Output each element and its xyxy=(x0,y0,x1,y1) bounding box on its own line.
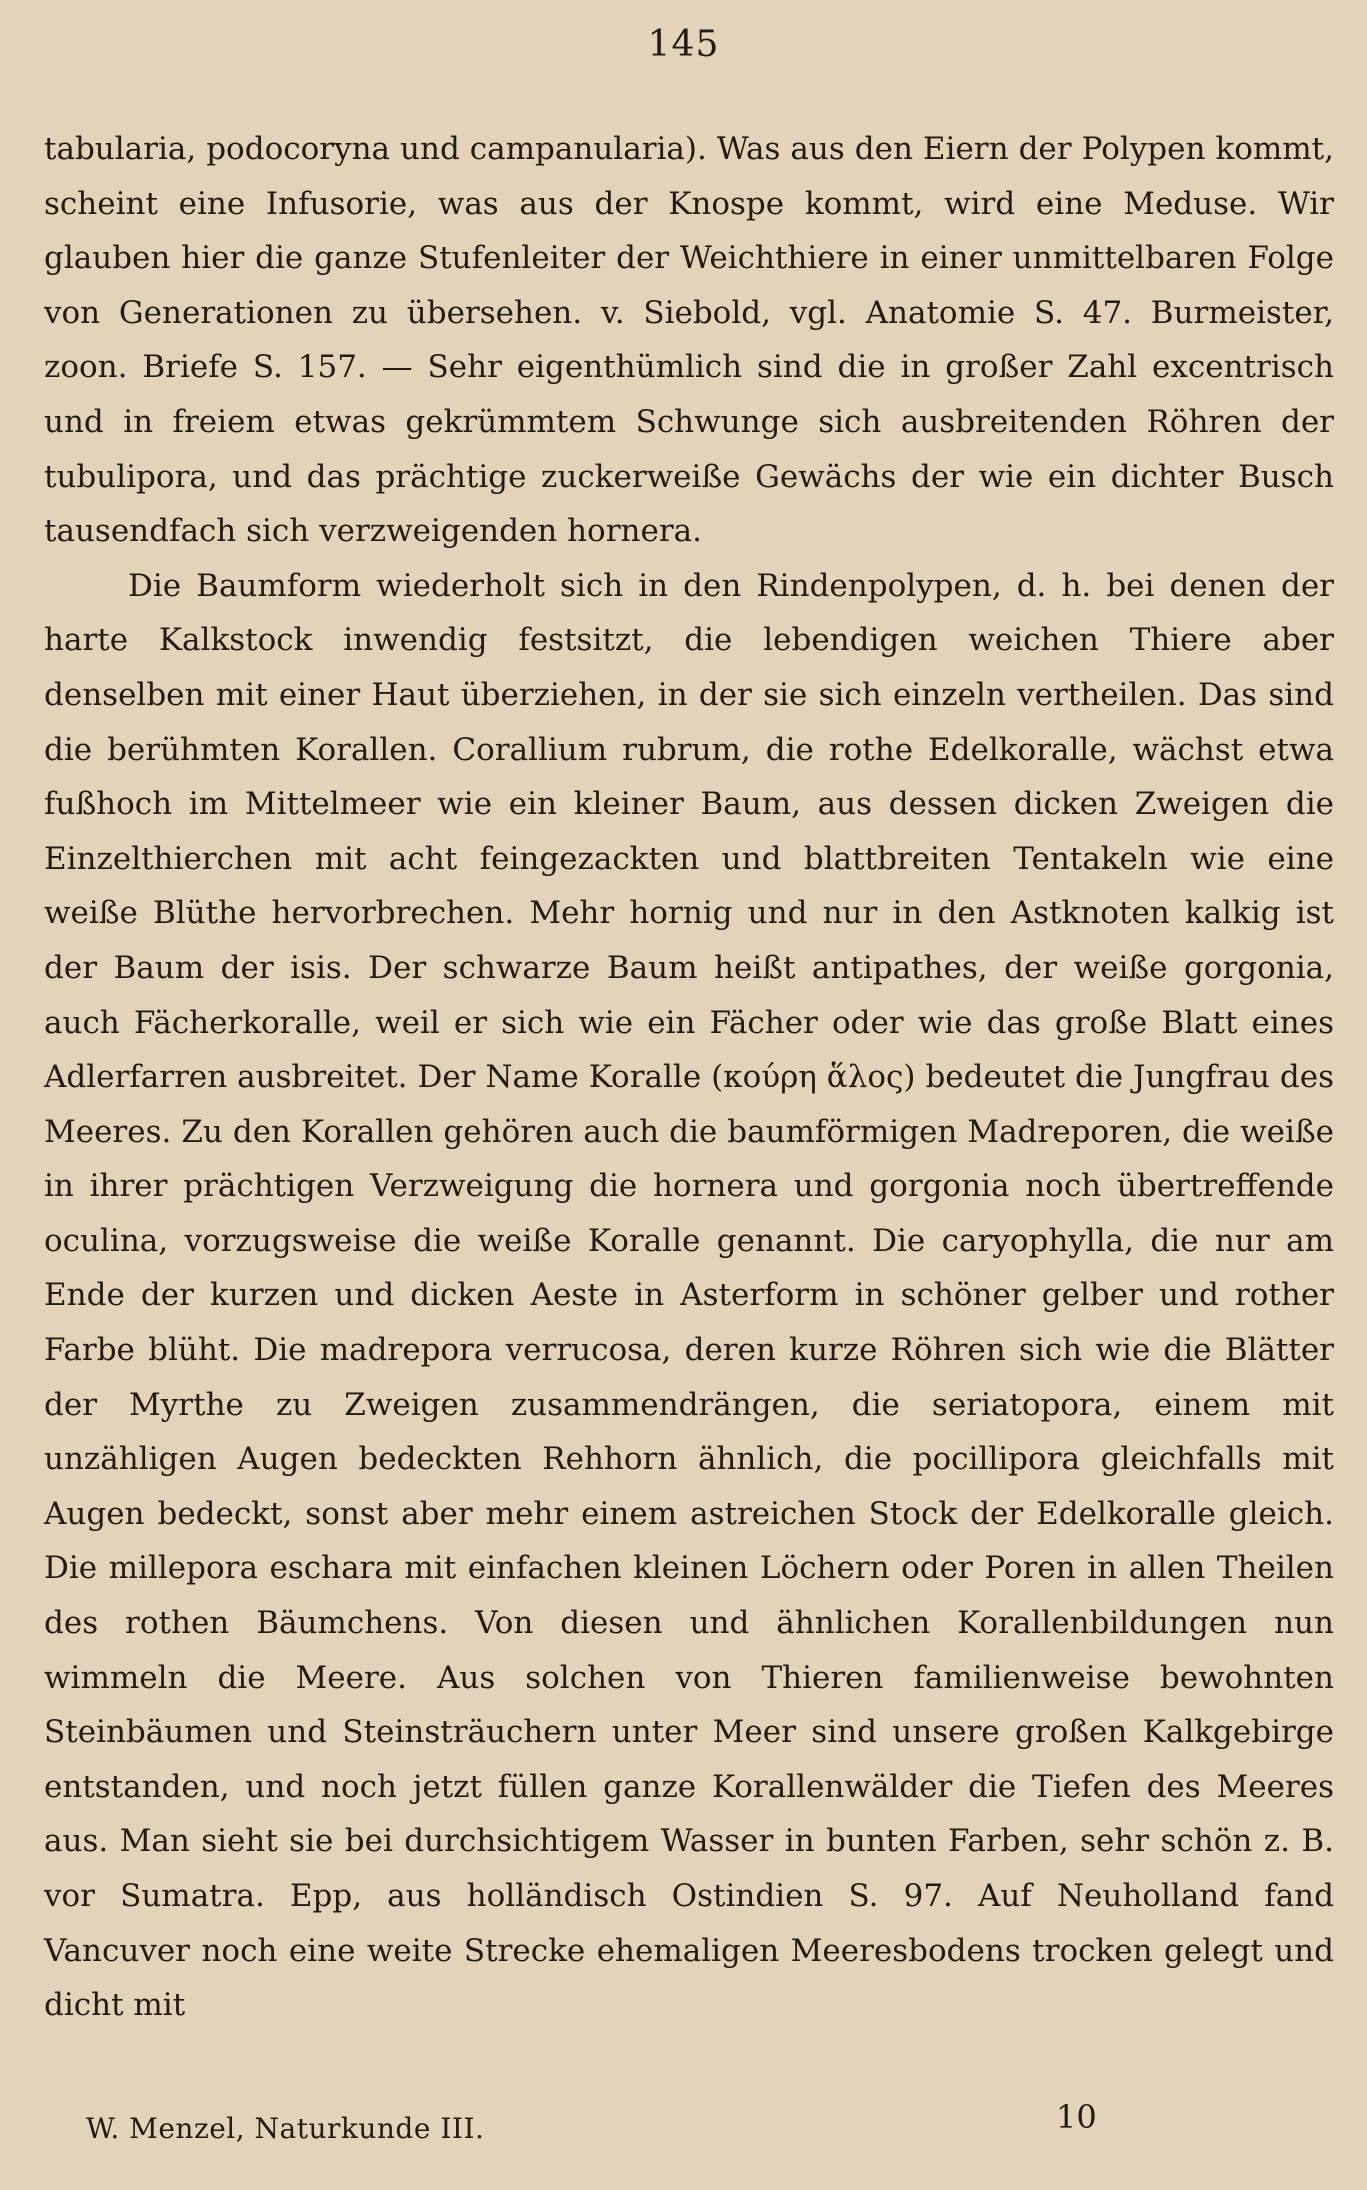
sheet-signature: 10 xyxy=(1056,2098,1097,2136)
paragraph-2: Die Baumform wiederholt sich in den Rindenpolypen, d. h. bei denen der harte Kalkstock inwendig festsitzt, die lebendigen weichen Thiere aber denselben mit einer Haut überziehen, in der sie sich einzeln vertheilen. Das sind die berühmten Korallen. Corallium rubrum, die rothe Edelkoralle, wächst etwa fußhoch im Mittelmeer wie ein kleiner Baum, aus dessen dicken Zweigen die Einzelthierchen mit acht feingezackten und blattbreiten Tentakeln wie eine weiße Blüthe hervorbrechen. Mehr hornig und nur in den Astknoten kalkig ist der Baum der isis. Der schwarze Baum heißt antipathes, der weiße gorgonia, auch Fächerkoralle, weil er sich wie ein Fächer oder wie das große Blatt eines Adlerfarren ausbreitet. Der Name Koralle (κούρη ἅλος) bedeutet die Jungfrau des Meeres. Zu den Korallen gehören auch die baumförmigen Madreporen, die weiße in ihrer prächtigen Verzweigung die hornera und gorgonia noch übertreffende oculina, vorzugsweise die weiße Koralle genannt. Die caryophylla, die nur am Ende der kurzen und dicken Aeste in Asterform in schöner gelber und rother Farbe blüht. Die madrepora verrucosa, deren kurze Röhren sich wie die Blätter der Myrthe zu Zweigen zusammendrängen, die seriatopora, einem mit unzähligen Augen bedeckten Rehhorn ähnlich, die pocillipora gleichfalls mit Augen bedeckt, sonst aber mehr einem astreichen Stock der Edelkoralle gleich. Die millepora eschara mit einfachen kleinen Löchern oder Poren in allen Theilen des rothen Bäumchens. Von diesen und ähnlichen Korallenbildungen nun wimmeln die Meere. Aus solchen von Thieren familienweise bewohnten Steinbäumen und Steinsträuchern unter Meer sind unsere großen Kalkgebirge entstanden, und noch jetzt füllen ganze Korallenwälder die Tiefen des Meeres aus. Man sieht sie bei durchsichtigem Wasser in bunten Farben, sehr schön z. B. vor Sumatra. Epp, aus holländisch Ostindien S. 97. Auf Neuholland fand Vancuver noch eine weite Strecke ehemaligen Meeresbodens trocken gelegt und dicht mit xyxy=(44,567,1334,2024)
page-number: 145 xyxy=(647,24,720,65)
author-title-line: W. Menzel, Naturkunde III. xyxy=(86,2112,485,2145)
body-text xyxy=(44,122,1334,2033)
page-footer xyxy=(86,2098,1286,2162)
paragraph-1: tabularia, podocoryna und campanularia). Was aus den Eiern der Polypen kommt, scheint eine Infusorie, was aus der Knospe kommt, wird eine Meduse. Wir glauben hier die ganze Stufenleiter der Weichthiere in einer unmittelbaren Folge von Generationen zu übersehen. v. Siebold, vgl. Anatomie S. 47. Burmeister, zoon. Briefe S. 157. — Sehr eigenthümlich sind die in großer Zahl excentrisch und in freiem etwas gekrümmtem Schwunge sich ausbreitenden Röhren der tubulipora, und das prächtige zuckerweiße Gewächs der wie ein dichter Busch tausendfach sich verzweigenden hornera. xyxy=(44,131,1334,550)
